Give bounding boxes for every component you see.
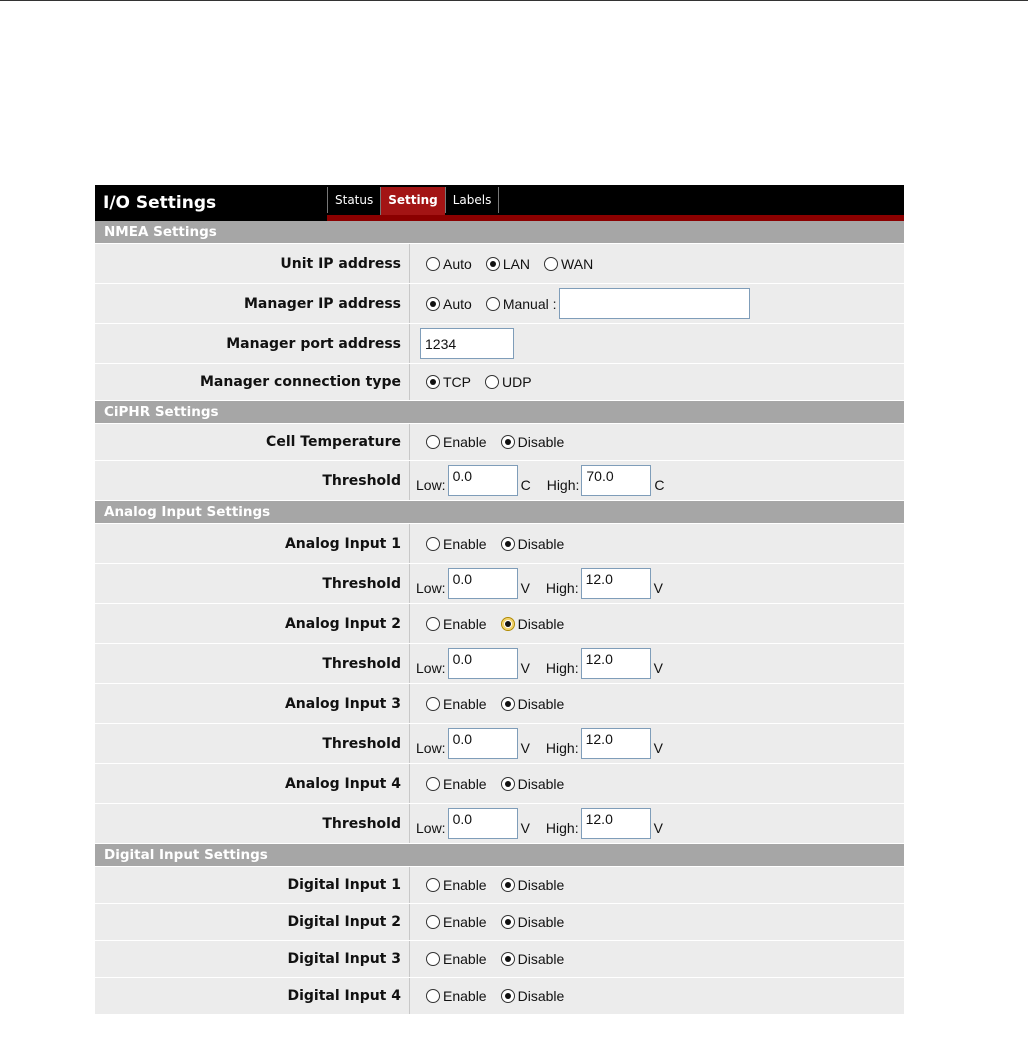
radio-icon [426,777,440,791]
radio-label: Auto [443,255,472,272]
digital-input-label: Digital Input 4 [95,978,410,1014]
radio-checked-icon [501,617,515,631]
threshold-cell [410,804,904,843]
radio-label: Disable [517,695,565,712]
row-analog-1-threshold [95,564,904,604]
analog-2-enable-radio[interactable] [426,616,487,632]
radio-icon [426,697,440,711]
unit-label: V [520,739,530,756]
radio-label: LAN [502,255,531,272]
high-threshold-input[interactable]: 12.0 [581,808,651,839]
radio-label: Manual : [502,295,557,312]
digital-3-disable-radio[interactable] [501,951,565,967]
unit-ip-options [410,244,904,283]
digital-1-disable-radio[interactable] [501,877,565,893]
connection-type-label: Manager connection type [95,364,410,400]
manager-ip-auto-radio[interactable] [426,296,472,312]
high-threshold-input[interactable]: 12.0 [581,728,651,759]
low-label: Low: [416,659,446,676]
high-label: High: [545,579,579,596]
radio-checked-icon [501,697,515,711]
digital-4-disable-radio[interactable] [501,988,565,1004]
radio-label: Disable [517,951,565,967]
analog-input-options [410,604,904,643]
radio-icon [426,952,440,966]
radio-label: Enable [443,988,487,1004]
radio-label: Disable [517,877,565,893]
threshold-cell [410,461,904,500]
high-label: High: [545,659,579,676]
unit-ip-label: Unit IP address [95,244,410,283]
low-threshold-input[interactable]: 0.0 [448,568,518,599]
io-settings-panel [95,185,904,1015]
analog-input-options [410,764,904,803]
threshold-label: Threshold [95,564,410,603]
radio-label: Enable [443,775,487,792]
radio-label: Enable [443,914,487,930]
digital-input-label: Digital Input 2 [95,904,410,940]
row-manager-port [95,324,904,364]
row-digital-input-1 [95,867,904,904]
manager-port-label: Manager port address [95,324,410,363]
radio-checked-icon [501,878,515,892]
radio-label: Disable [517,775,565,792]
radio-label: Enable [443,695,487,712]
radio-checked-icon [426,297,440,311]
cell-temperature-label: Cell Temperature [95,424,410,460]
threshold-controls [416,728,663,759]
radio-icon [426,617,440,631]
threshold-label: Threshold [95,644,410,683]
high-label: High: [545,739,579,756]
section-nmea-settings: NMEA Settings [95,221,904,244]
row-digital-input-3 [95,941,904,978]
analog-2-disable-radio[interactable] [501,616,565,632]
radio-label: TCP [443,374,471,390]
header-accent-line [327,215,904,221]
analog-input-options [410,524,904,563]
radio-icon [485,375,499,389]
row-analog-input-2 [95,604,904,644]
digital-input-options [410,941,904,977]
manager-ip-label: Manager IP address [95,284,410,323]
low-label: Low: [416,739,446,756]
row-connection-type [95,364,904,401]
radio-label: WAN [561,255,594,272]
high-threshold-input[interactable]: 12.0 [581,568,651,599]
radio-checked-icon [501,952,515,966]
section-digital-input-settings: Digital Input Settings [95,844,904,867]
row-unit-ip [95,244,904,284]
tab-bar [327,187,499,215]
unit-label: V [653,659,663,676]
high-threshold-input[interactable]: 12.0 [581,648,651,679]
high-threshold-input[interactable]: 70.0 [581,465,651,496]
radio-checked-icon [426,375,440,389]
tab-labels[interactable]: Labels [445,187,500,213]
radio-label: Enable [443,615,487,632]
unit-label: V [653,819,663,836]
analog-4-enable-radio[interactable] [426,776,487,792]
row-analog-4-threshold [95,804,904,844]
radio-label: Enable [443,877,487,893]
unit-ip-lan-radio[interactable] [486,256,530,272]
manager-ip-manual-radio[interactable] [486,296,557,312]
high-label: High: [546,476,580,493]
threshold-label: Threshold [95,804,410,843]
digital-input-options [410,904,904,940]
udp-radio[interactable] [485,374,532,390]
radio-label: Auto [443,295,472,312]
low-threshold-input[interactable]: 0.0 [448,808,518,839]
row-analog-input-4 [95,764,904,804]
radio-checked-icon [501,989,515,1003]
connection-type-options [410,364,904,400]
radio-checked-icon [501,777,515,791]
row-cell-temp-threshold [95,461,904,501]
row-analog-input-3 [95,684,904,724]
cell-temperature-options [410,424,904,460]
unit-ip-auto-radio[interactable] [426,256,472,272]
radio-label: Enable [443,434,487,450]
analog-input-label: Analog Input 4 [95,764,410,803]
panel-header [95,185,904,221]
low-threshold-input[interactable]: 0.0 [448,728,518,759]
radio-label: Enable [443,535,487,552]
row-digital-input-4 [95,978,904,1015]
radio-icon [426,257,440,271]
unit-label: V [520,659,530,676]
analog-input-label: Analog Input 2 [95,604,410,643]
low-label: Low: [416,476,446,493]
manager-ip-manual-input[interactable] [559,288,750,319]
radio-label: Disable [517,535,565,552]
radio-icon [426,537,440,551]
digital-3-enable-radio[interactable] [426,951,487,967]
low-label: Low: [416,819,446,836]
threshold-controls [416,808,663,839]
radio-icon [426,915,440,929]
threshold-label: Threshold [95,724,410,763]
analog-1-enable-radio[interactable] [426,536,487,552]
row-digital-input-2 [95,904,904,941]
radio-label: Disable [517,434,565,450]
row-manager-ip [95,284,904,324]
radio-label: UDP [502,374,532,390]
low-label: Low: [416,579,446,596]
unit-label: V [520,819,530,836]
analog-input-label: Analog Input 3 [95,684,410,723]
digital-2-disable-radio[interactable] [501,914,565,930]
analog-input-options [410,684,904,723]
cell-temp-enable-radio[interactable] [426,434,487,450]
radio-icon [486,297,500,311]
section-analog-input-settings: Analog Input Settings [95,501,904,524]
radio-checked-icon [486,257,500,271]
analog-1-disable-radio[interactable] [501,536,565,552]
radio-label: Disable [517,914,565,930]
analog-3-enable-radio[interactable] [426,696,487,712]
analog-input-label: Analog Input 1 [95,524,410,563]
row-analog-2-threshold [95,644,904,684]
page-title: I/O Settings [103,193,217,213]
analog-3-disable-radio[interactable] [501,696,565,712]
analog-4-disable-radio[interactable] [501,776,565,792]
manager-ip-options [410,284,904,323]
unit-ip-wan-radio[interactable] [544,256,593,272]
threshold-controls [416,568,663,599]
radio-icon [426,989,440,1003]
manager-port-input[interactable]: 1234 [420,328,514,359]
radio-label: Disable [517,615,565,632]
tcp-radio[interactable] [426,374,471,390]
threshold-label: Threshold [95,461,410,500]
unit-label: C [654,476,665,493]
high-label: High: [545,819,579,836]
tab-status[interactable]: Status [327,187,380,213]
threshold-controls [416,465,665,496]
unit-label: V [653,739,663,756]
digital-input-label: Digital Input 1 [95,867,410,903]
threshold-cell [410,724,904,763]
low-threshold-input[interactable]: 0.0 [448,648,518,679]
section-ciphr-settings: CiPHR Settings [95,401,904,424]
radio-label: Enable [443,951,487,967]
digital-input-label: Digital Input 3 [95,941,410,977]
cell-temp-disable-radio[interactable] [501,434,565,450]
threshold-cell [410,644,904,683]
radio-checked-icon [501,537,515,551]
radio-checked-icon [501,915,515,929]
unit-label: C [520,476,531,493]
unit-label: V [520,579,530,596]
digital-input-options [410,978,904,1014]
radio-icon [426,435,440,449]
digital-1-enable-radio[interactable] [426,877,487,893]
row-analog-3-threshold [95,724,904,764]
radio-icon [426,878,440,892]
digital-4-enable-radio[interactable] [426,988,487,1004]
threshold-controls [416,648,663,679]
digital-input-options [410,867,904,903]
tab-setting[interactable]: Setting [380,187,445,215]
radio-icon [544,257,558,271]
row-cell-temperature [95,424,904,461]
digital-2-enable-radio[interactable] [426,914,487,930]
threshold-cell [410,564,904,603]
unit-label: V [653,579,663,596]
top-rule [0,0,1028,1]
low-threshold-input[interactable]: 0.0 [448,465,518,496]
radio-label: Disable [517,988,565,1004]
manager-port-cell [410,324,904,363]
radio-checked-icon [501,435,515,449]
row-analog-input-1 [95,524,904,564]
